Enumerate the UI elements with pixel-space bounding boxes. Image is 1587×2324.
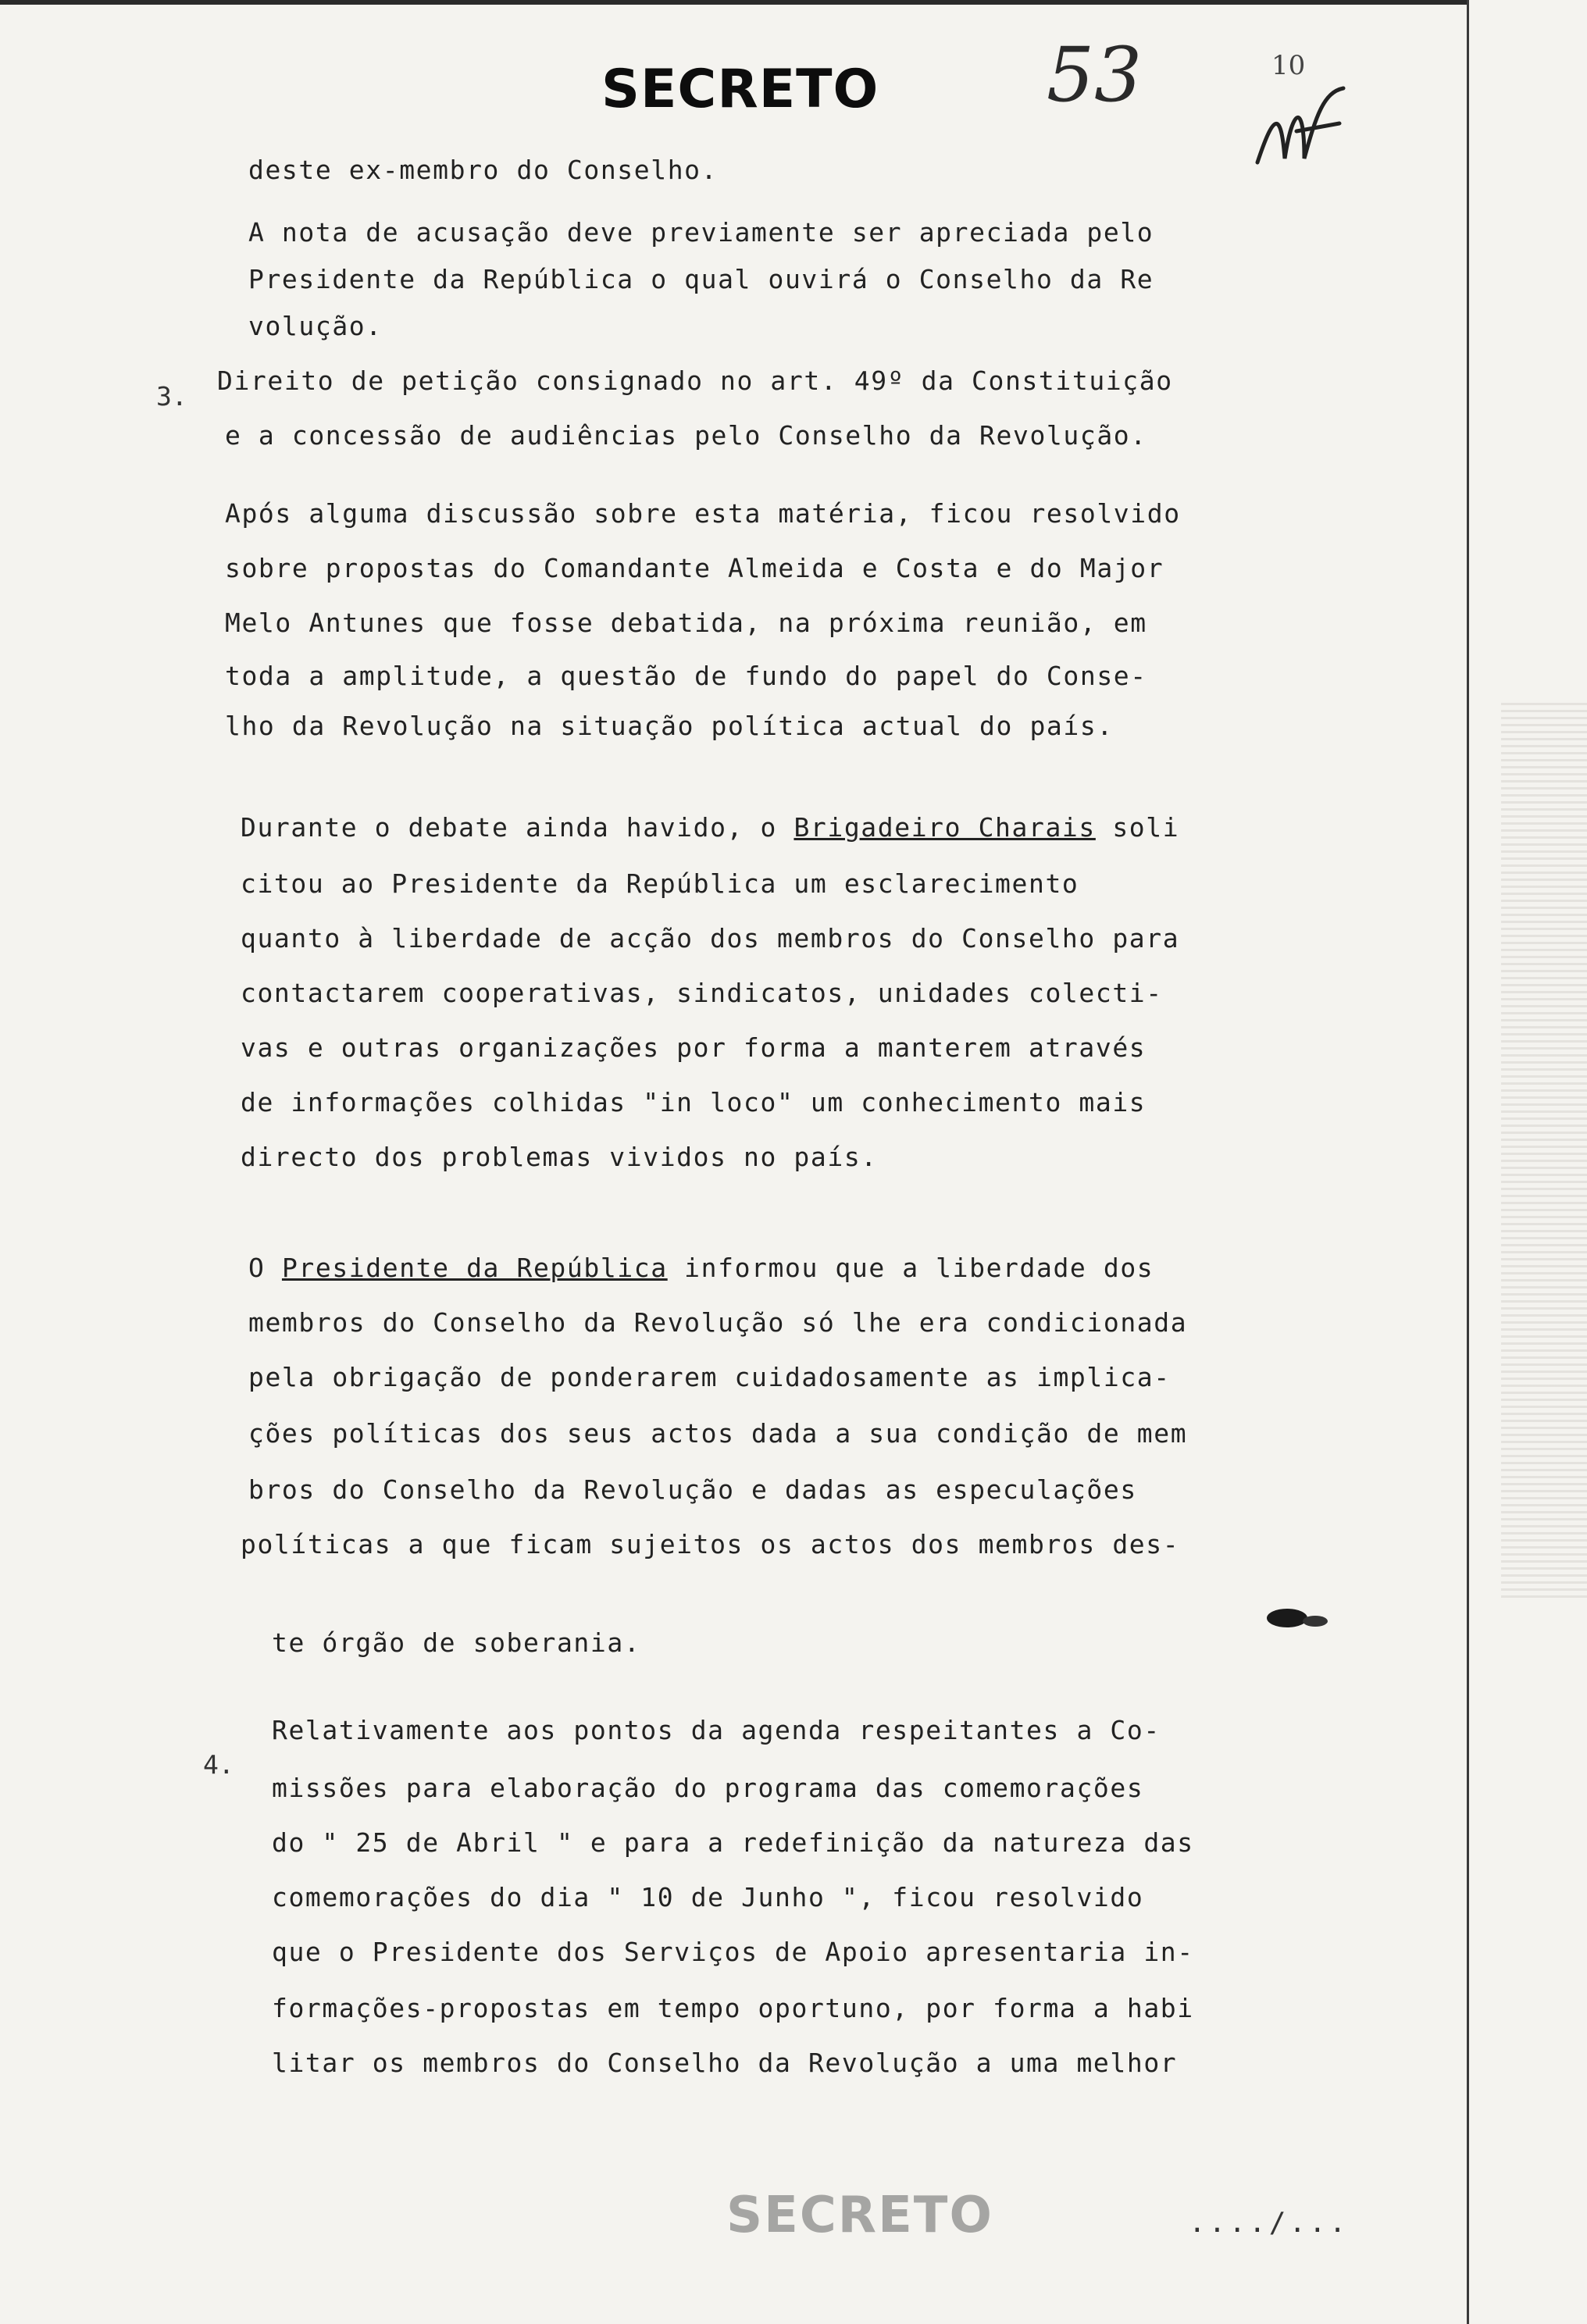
text-line: sobre propostas do Comandante Almeida e Costa e do Major — [225, 553, 1164, 583]
scan-noise — [1501, 703, 1587, 1601]
text-line: deste ex-membro do Conselho. — [248, 155, 719, 185]
handwritten-initials-icon — [1250, 84, 1351, 178]
right-edge-rule — [1467, 0, 1469, 2324]
person-name: Presidente da República — [281, 1253, 668, 1283]
person-name: Brigadeiro Charais — [794, 812, 1096, 843]
text-line: citou ao Presidente da República um esclarecimento — [241, 868, 1079, 899]
text-span: O — [248, 1253, 282, 1283]
text-line: pela obrigação de ponderarem cuidadosamente as implica- — [248, 1362, 1171, 1392]
text-line: e a concessão de audiências pelo Conselho da Revolução. — [225, 420, 1147, 451]
text-line: lho da Revolução na situação política actual do país. — [225, 711, 1114, 741]
text-line — [248, 1253, 1154, 1283]
text-line: que o Presidente dos Serviços de Apoio apresentaria in- — [272, 1937, 1194, 1967]
top-edge-rule — [0, 0, 1468, 5]
item-number: 3. — [156, 381, 187, 412]
text-line: Direito de petição consignado no art. 49º da Constituição — [217, 365, 1173, 396]
text-line: te órgão de soberania. — [272, 1627, 641, 1658]
text-span: informou que a liberdade dos — [667, 1253, 1154, 1283]
text-line: litar os membros do Conselho da Revolução a uma melhor — [272, 2048, 1178, 2078]
text-span: Durante o debate ainda havido, o — [241, 812, 794, 843]
text-line: bros do Conselho da Revolução e dadas as especulações — [248, 1474, 1137, 1505]
text-line: directo dos problemas vividos no país. — [241, 1142, 878, 1172]
text-line: comemorações do dia " 10 de Junho ", ficou resolvido — [272, 1882, 1144, 1912]
text-line: ções políticas dos seus actos dada a sua condição de mem — [248, 1418, 1188, 1449]
text-line: A nota de acusação deve previamente ser apreciada pelo — [248, 217, 1154, 248]
text-line: contactarem cooperativas, sindicatos, unidades colecti- — [241, 978, 1163, 1008]
text-span: soli — [1095, 812, 1180, 843]
text-line: quanto à liberdade de acção dos membros do Conselho para — [241, 923, 1180, 953]
text-line: Presidente da República o qual ouvirá o Conselho da Re — [248, 264, 1154, 294]
text-line: vas e outras organizações por forma a manterem através — [241, 1032, 1147, 1063]
text-line: missões para elaboração do programa das comemorações — [272, 1773, 1144, 1803]
text-line: volução. — [248, 311, 383, 341]
text-line: Melo Antunes que fosse debatida, na próxima reunião, em — [225, 608, 1147, 638]
page-number: 10 — [1271, 50, 1306, 81]
classification-stamp-footer: SECRETO — [726, 2187, 993, 2244]
text-line: Após alguma discussão sobre esta matéria, ficou resolvido — [225, 498, 1181, 529]
text-line: Relativamente aos pontos da agenda respeitantes a Co- — [272, 1715, 1161, 1745]
text-line: políticas a que ficam sujeitos os actos dos membros des- — [241, 1529, 1180, 1559]
classification-stamp: SECRETO — [601, 59, 879, 120]
text-line: membros do Conselho da Revolução só lhe era condicionada — [248, 1307, 1188, 1338]
handwritten-number: 53 — [1047, 31, 1143, 119]
text-line: de informações colhidas "in loco" um conhecimento mais — [241, 1087, 1147, 1117]
ink-blot-icon — [1264, 1601, 1334, 1632]
continuation-mark: ..../... — [1189, 2207, 1350, 2239]
text-line — [241, 812, 1179, 843]
item-number: 4. — [203, 1749, 234, 1780]
text-line: do " 25 de Abril " e para a redefinição da natureza das — [272, 1827, 1194, 1858]
text-line: toda a amplitude, a questão de fundo do papel do Conse- — [225, 661, 1147, 691]
text-line: formações-propostas em tempo oportuno, por forma a habi — [272, 1993, 1194, 2023]
